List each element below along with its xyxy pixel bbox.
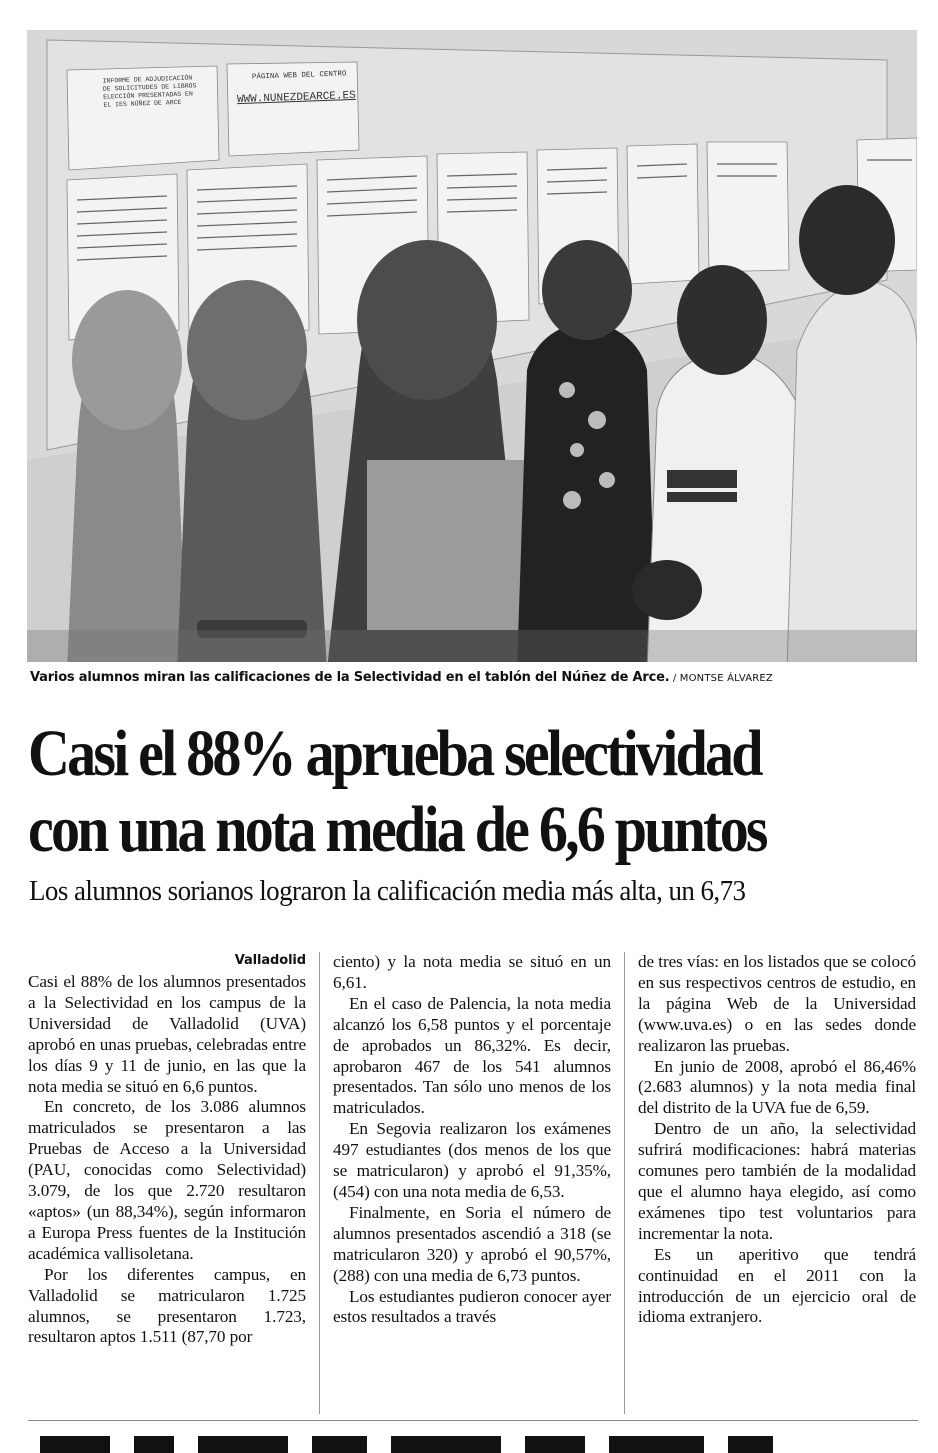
bottom-divider [28, 1420, 918, 1421]
photo-credit: / MONTSE ÁLVAREZ [669, 673, 773, 684]
board-heading: INFORME DE ADJUDICACIÓN DE SOLICITUDES DE LIBROS ELECCIÓN PRESENTADAS EN EL IES NÚÑEZ DE ARCE [102, 74, 197, 109]
column-divider [319, 952, 320, 1414]
photo-illustration [27, 30, 917, 662]
article-paragraph: En concreto, de los 3.086 alumnos matriculados se presentaron a las Pruebas de Acceso a la Universidad (PAU, conocidas como Selectividad) 3.079, de los que 2.720 resultaron «aptos» (un 88,34%), según informaron a Europa Press fuentes de la Institución académica vallisoletana. [28, 1097, 306, 1263]
article-column-1 [28, 953, 306, 1348]
article-column-3 [638, 952, 916, 1328]
article-paragraph: Dentro de un año, la selectividad sufrirá modificaciones: habrá materias comunes pero también de la modalidad que el alumno haya elegido, así como exámenes tipo test voluntarios para incrementar la nota. [638, 1119, 916, 1243]
article-paragraph: En Segovia realizaron los exámenes 497 estudiantes (dos menos de los que se matricularon) y aprobó el 91,35%, (454) con una nota media de 6,53. [333, 1119, 611, 1201]
board-url: WWW.NUNEZDEARCE.ES [236, 89, 356, 107]
article-paragraph: de tres vías: en los listados que se colocó en sus respectivos centros de estudio, en la página Web de la Universidad (www.uva.es) o en las sedes donde realizaron las pruebas. [638, 952, 916, 1055]
headline-line-1: Casi el 88% aprueba selectividad [28, 717, 761, 790]
subheadline: Los alumnos sorianos lograron la calificación media más alta, un 6,73 [29, 875, 746, 907]
article-paragraph: ciento) y la nota media se situó en un 6,61. [333, 952, 611, 992]
photo-caption [30, 670, 920, 685]
article-paragraph: En junio de 2008, aprobó el 86,46% (2.683 alumnos) y la nota media final del distrito de la UVA fue de 6,59. [638, 1056, 916, 1118]
headline-line-2: con una nota media de 6,6 puntos [28, 793, 766, 866]
dateline: Valladolid [234, 953, 306, 968]
headline [28, 716, 811, 868]
article-paragraph: Casi el 88% de los alumnos presentados a la Selectividad en los campus de la Universidad de Valladolid (UVA) aprobó en unas pruebas, celebradas entre los días 9 y 11 de junio, en las que la nota media se situó en 6,6 puntos. [28, 972, 306, 1096]
next-article-cropped-headline [40, 1436, 910, 1453]
article-column-2 [333, 952, 611, 1328]
board-subtitle: PÁGINA WEB DEL CENTRO [251, 70, 347, 82]
article-paragraph: Es un aperitivo que tendrá continuidad en el 2011 con la introducción de un ejercicio oral de idioma extranjero. [638, 1244, 916, 1327]
article-paragraph: Por los diferentes campus, en Valladolid se matricularon 1.725 alumnos, se presentaron 1.723, resultaron aptos 1.511 (87,70 por [28, 1264, 306, 1347]
column-divider [624, 952, 625, 1414]
article-paragraph: En el caso de Palencia, la nota media alcanzó los 6,58 puntos y el porcentaje de aprobados un 86,32%. Es decir, aprobaron 467 de los 541 alumnos presentados. Tan sólo uno menos de los matriculados. [333, 993, 611, 1118]
caption-text: Varios alumnos miran las calificaciones de la Selectividad en el tablón del Núñez de Arce. [30, 670, 670, 685]
news-photo [27, 30, 917, 662]
article-paragraph: Los estudiantes pudieron conocer ayer estos resultados a través [333, 1286, 611, 1327]
article-paragraph: Finalmente, en Soria el número de alumnos presentados ascendió a 318 (se matricularon 320) y aprobó el 90,57%, (288) con una media de 6,73 puntos. [333, 1202, 611, 1285]
